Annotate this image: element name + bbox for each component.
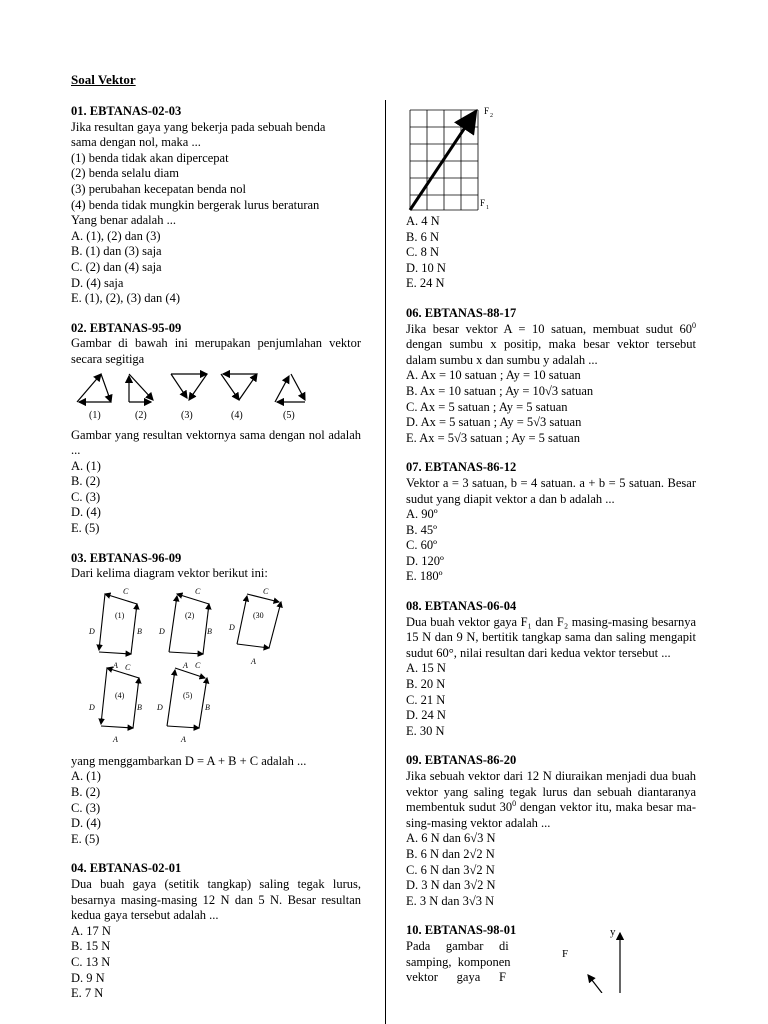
- answer-option: E. 180º: [406, 569, 443, 584]
- figure-label: (4): [231, 409, 243, 421]
- figure-label: (4): [115, 690, 125, 700]
- figure-label: (3): [181, 409, 193, 421]
- vector-label: D: [89, 702, 95, 712]
- question-stem: Gambar di bawah ini merupakan penjumlahan vektor secara segitiga: [71, 336, 361, 366]
- question-stem: [406, 322, 696, 369]
- column-divider: [385, 100, 386, 1024]
- answer-option: C. (3): [71, 489, 101, 504]
- question-03: [71, 551, 361, 848]
- vector-label: B: [137, 626, 142, 636]
- answer-option: A. 6 N dan 6√3 N: [406, 831, 496, 846]
- question-07: [406, 460, 696, 585]
- answer-option: C. (3): [71, 800, 101, 815]
- vector-label: C: [195, 586, 201, 596]
- force-axis-figure: [556, 923, 646, 993]
- answer-option: B. 6 N: [406, 229, 439, 244]
- vector-label: C: [125, 662, 131, 672]
- question-heading: 07. EBTANAS-86-12: [406, 460, 517, 475]
- question-stem: Dua buah vektor gaya F₁ dan F₂ masing-masing besarnya 15 N dan 9 N, bertitik tangkap sama dan saling mengapit sudut 60°, nilai resultan dari kedua vektor tersebut ...: [406, 614, 696, 660]
- triangle-3: [171, 374, 207, 400]
- question-04: [71, 861, 361, 1001]
- question-heading: 04. EBTANAS-02-01: [71, 861, 182, 876]
- vector-label: A: [181, 734, 186, 744]
- question-ask: Yang benar adalah ...: [71, 213, 176, 228]
- answer-option: B. 15 N: [71, 939, 111, 954]
- answer-option: B. 6 N dan 2√2 N: [406, 846, 495, 861]
- figure-label: (5): [283, 409, 295, 421]
- polygon-3: [237, 594, 281, 648]
- question-ask: Gambar yang resultan vektornya sama dengan nol adalah ...: [71, 427, 361, 458]
- polygon-diagrams: [71, 582, 361, 754]
- force-label: F: [484, 106, 490, 116]
- force-label: F: [562, 948, 569, 961]
- force-arrow: [588, 975, 602, 993]
- question-01: [71, 104, 361, 307]
- answer-option: C. 60º: [406, 538, 437, 553]
- answer-option: E. 24 N: [406, 276, 445, 291]
- figure-label: (5): [183, 690, 193, 700]
- statement-item: (2) benda selalu diam: [71, 166, 179, 181]
- answer-option: B. Ax = 10 satuan ; Ay = 10√3 satuan: [406, 383, 594, 398]
- answer-option: D. Ax = 5 satuan ; Ay = 5√3 satuan: [406, 415, 582, 430]
- vector-label: A: [113, 660, 118, 670]
- answer-option: D. 9 N: [71, 970, 105, 985]
- vector-label: A: [183, 660, 188, 670]
- answer-option: D. 24 N: [406, 708, 446, 723]
- answer-option: C. 13 N: [71, 954, 111, 969]
- polygon-vector-figure: [71, 582, 361, 754]
- vector-label: B: [137, 702, 142, 712]
- answer-option: C. 8 N: [406, 245, 439, 260]
- answer-option: E. (5): [71, 521, 100, 536]
- answer-option: A. (1), (2) dan (3): [71, 228, 161, 243]
- answer-option: E. 7 N: [71, 986, 104, 1001]
- stem-part: Jika besar vektor A = 10 satuan, membuat sudut 60: [406, 321, 692, 336]
- answer-option: B. 45º: [406, 522, 437, 537]
- answer-option: D. 3 N dan 3√2 N: [406, 878, 496, 893]
- stem-part: Jika sebuah vektor dari 12 N diuraikan menjadi dua buah vektor yang saling tegak lurus dan sebuah diantaranya membentuk sudut 30: [406, 769, 696, 815]
- question-heading: 10. EBTANAS-98-01: [406, 923, 517, 938]
- answer-option: B. (2): [71, 785, 101, 800]
- question-ask: yang menggambarkan D = A + B + C adalah ...: [71, 753, 307, 768]
- triangle-5: [275, 374, 305, 402]
- question-heading: 09. EBTANAS-86-20: [406, 753, 517, 768]
- vector-label: C: [123, 586, 129, 596]
- answer-option: E. Ax = 5√3 satuan ; Ay = 5 satuan: [406, 430, 580, 445]
- answer-option: E. 30 N: [406, 723, 445, 738]
- answer-option: E. (5): [71, 831, 100, 846]
- answer-option: A. 17 N: [71, 923, 111, 938]
- force-label: F: [480, 198, 486, 208]
- polygon-1: [99, 594, 137, 654]
- question-heading: 08. EBTANAS-06-04: [406, 599, 517, 614]
- answer-option: A. 15 N: [406, 661, 446, 676]
- question-stem: [406, 769, 696, 831]
- question-heading: 06. EBTANAS-88-17: [406, 305, 517, 320]
- vector-label: D: [89, 626, 95, 636]
- figure-label: (30: [253, 610, 264, 620]
- figure-label: (2): [185, 610, 195, 620]
- answer-option: A. 4 N: [406, 214, 440, 228]
- figure-label: (2): [135, 409, 147, 421]
- question-heading: 03. EBTANAS-96-09: [71, 550, 182, 565]
- question-06: [406, 306, 696, 446]
- answer-option: D. (4) saja: [71, 275, 124, 290]
- triangle-vector-figure: [71, 368, 361, 428]
- answer-option: A. (1): [71, 769, 101, 784]
- answer-option: C. 21 N: [406, 692, 446, 707]
- answer-option: E. (1), (2), (3) dan (4): [71, 291, 180, 306]
- force-subscript: 1: [486, 205, 489, 211]
- answer-option: B. (1) dan (3) saja: [71, 244, 162, 259]
- document-title: Soal Vektor: [71, 72, 136, 87]
- polygon-2: [169, 594, 209, 654]
- statement-item: (1) benda tidak akan dipercepat: [71, 150, 229, 165]
- answer-option: D. (4): [71, 816, 101, 831]
- question-heading: 01. EBTANAS-02-03: [71, 104, 182, 118]
- vector-label: A: [251, 656, 256, 666]
- right-column: [406, 104, 696, 986]
- figure-label: (1): [115, 610, 125, 620]
- vector-label: C: [263, 586, 269, 596]
- triangle-2: [129, 374, 153, 402]
- figure-label: (1): [89, 409, 101, 421]
- triangle-diagrams: [71, 368, 361, 428]
- force-grid: [406, 104, 526, 214]
- question-stem-line: Jika resultan gaya yang bekerja pada sebuah benda: [71, 119, 326, 134]
- question-10: [406, 923, 696, 985]
- question-stem-line: samping, komponen: [406, 954, 511, 969]
- answer-option: D. (4): [71, 505, 101, 520]
- answer-option: C. (2) dan (4) saja: [71, 259, 162, 274]
- question-stem-line: vektor gaya F: [406, 970, 506, 985]
- question-05: [406, 104, 696, 292]
- question-08: [406, 599, 696, 739]
- answer-option: C. Ax = 5 satuan ; Ay = 5 satuan: [406, 399, 568, 414]
- question-stem: Vektor a = 3 satuan, b = 4 satuan. a + b = 5 satuan. Besar sudut yang diapit vektor a dan b adalah ...: [406, 475, 696, 506]
- answer-option: D. 120º: [406, 553, 444, 568]
- triangle-4: [221, 374, 257, 400]
- answer-option: E. 3 N dan 3√3 N: [406, 893, 495, 908]
- axis-label: y: [610, 926, 616, 939]
- vector-label: D: [159, 626, 165, 636]
- vector-label: D: [157, 702, 163, 712]
- question-stem: Dari kelima diagram vektor berikut ini:: [71, 566, 268, 581]
- statement-item: (3) perubahan kecepatan benda nol: [71, 181, 246, 196]
- answer-option: B. 20 N: [406, 677, 446, 692]
- answer-option: B. (2): [71, 474, 101, 489]
- answer-option: D. 10 N: [406, 260, 446, 275]
- force-grid-figure: [406, 104, 696, 214]
- statement-item: (4) benda tidak mungkin bergerak lurus beraturan: [71, 197, 320, 212]
- vector-label: A: [113, 734, 118, 744]
- question-02: [71, 321, 361, 537]
- vector-label: C: [195, 660, 201, 670]
- vector-label: B: [207, 626, 212, 636]
- answer-option: A. (1): [71, 458, 101, 473]
- vector-label: B: [205, 702, 210, 712]
- triangle-1: [77, 374, 111, 402]
- question-stem-line: sama dengan nol, maka ...: [71, 135, 201, 150]
- degree-sup: 0: [692, 320, 696, 330]
- answer-option: A. 90º: [406, 507, 438, 522]
- stem-part: dengan sumbu x positip, maka besar vektor tersebut dalam sumbu x dan sumbu y adalah ...: [406, 337, 696, 367]
- question-stem-line: Pada gambar di: [406, 938, 509, 953]
- question-stem: Dua buah gaya (setitik tangkap) saling tegak lurus, besarnya masing-masing 12 N dan 5 N. Besar resultan kedua gaya tersebut adalah ...: [71, 877, 361, 923]
- stem-part: dengan vektor itu, maka besar ma-sing-masing vektor adalah ...: [406, 800, 696, 830]
- resultant-arrow: [410, 114, 474, 210]
- vector-label: D: [229, 622, 235, 632]
- question-09: [406, 753, 696, 909]
- left-column: [71, 104, 361, 1002]
- force-subscript: 2: [490, 113, 493, 119]
- degree-sup: 0: [512, 799, 517, 809]
- answer-option: C. 6 N dan 3√2 N: [406, 862, 495, 877]
- answer-option: A. Ax = 10 satuan ; Ay = 10 satuan: [406, 368, 581, 383]
- question-heading: 02. EBTANAS-95-09: [71, 320, 182, 335]
